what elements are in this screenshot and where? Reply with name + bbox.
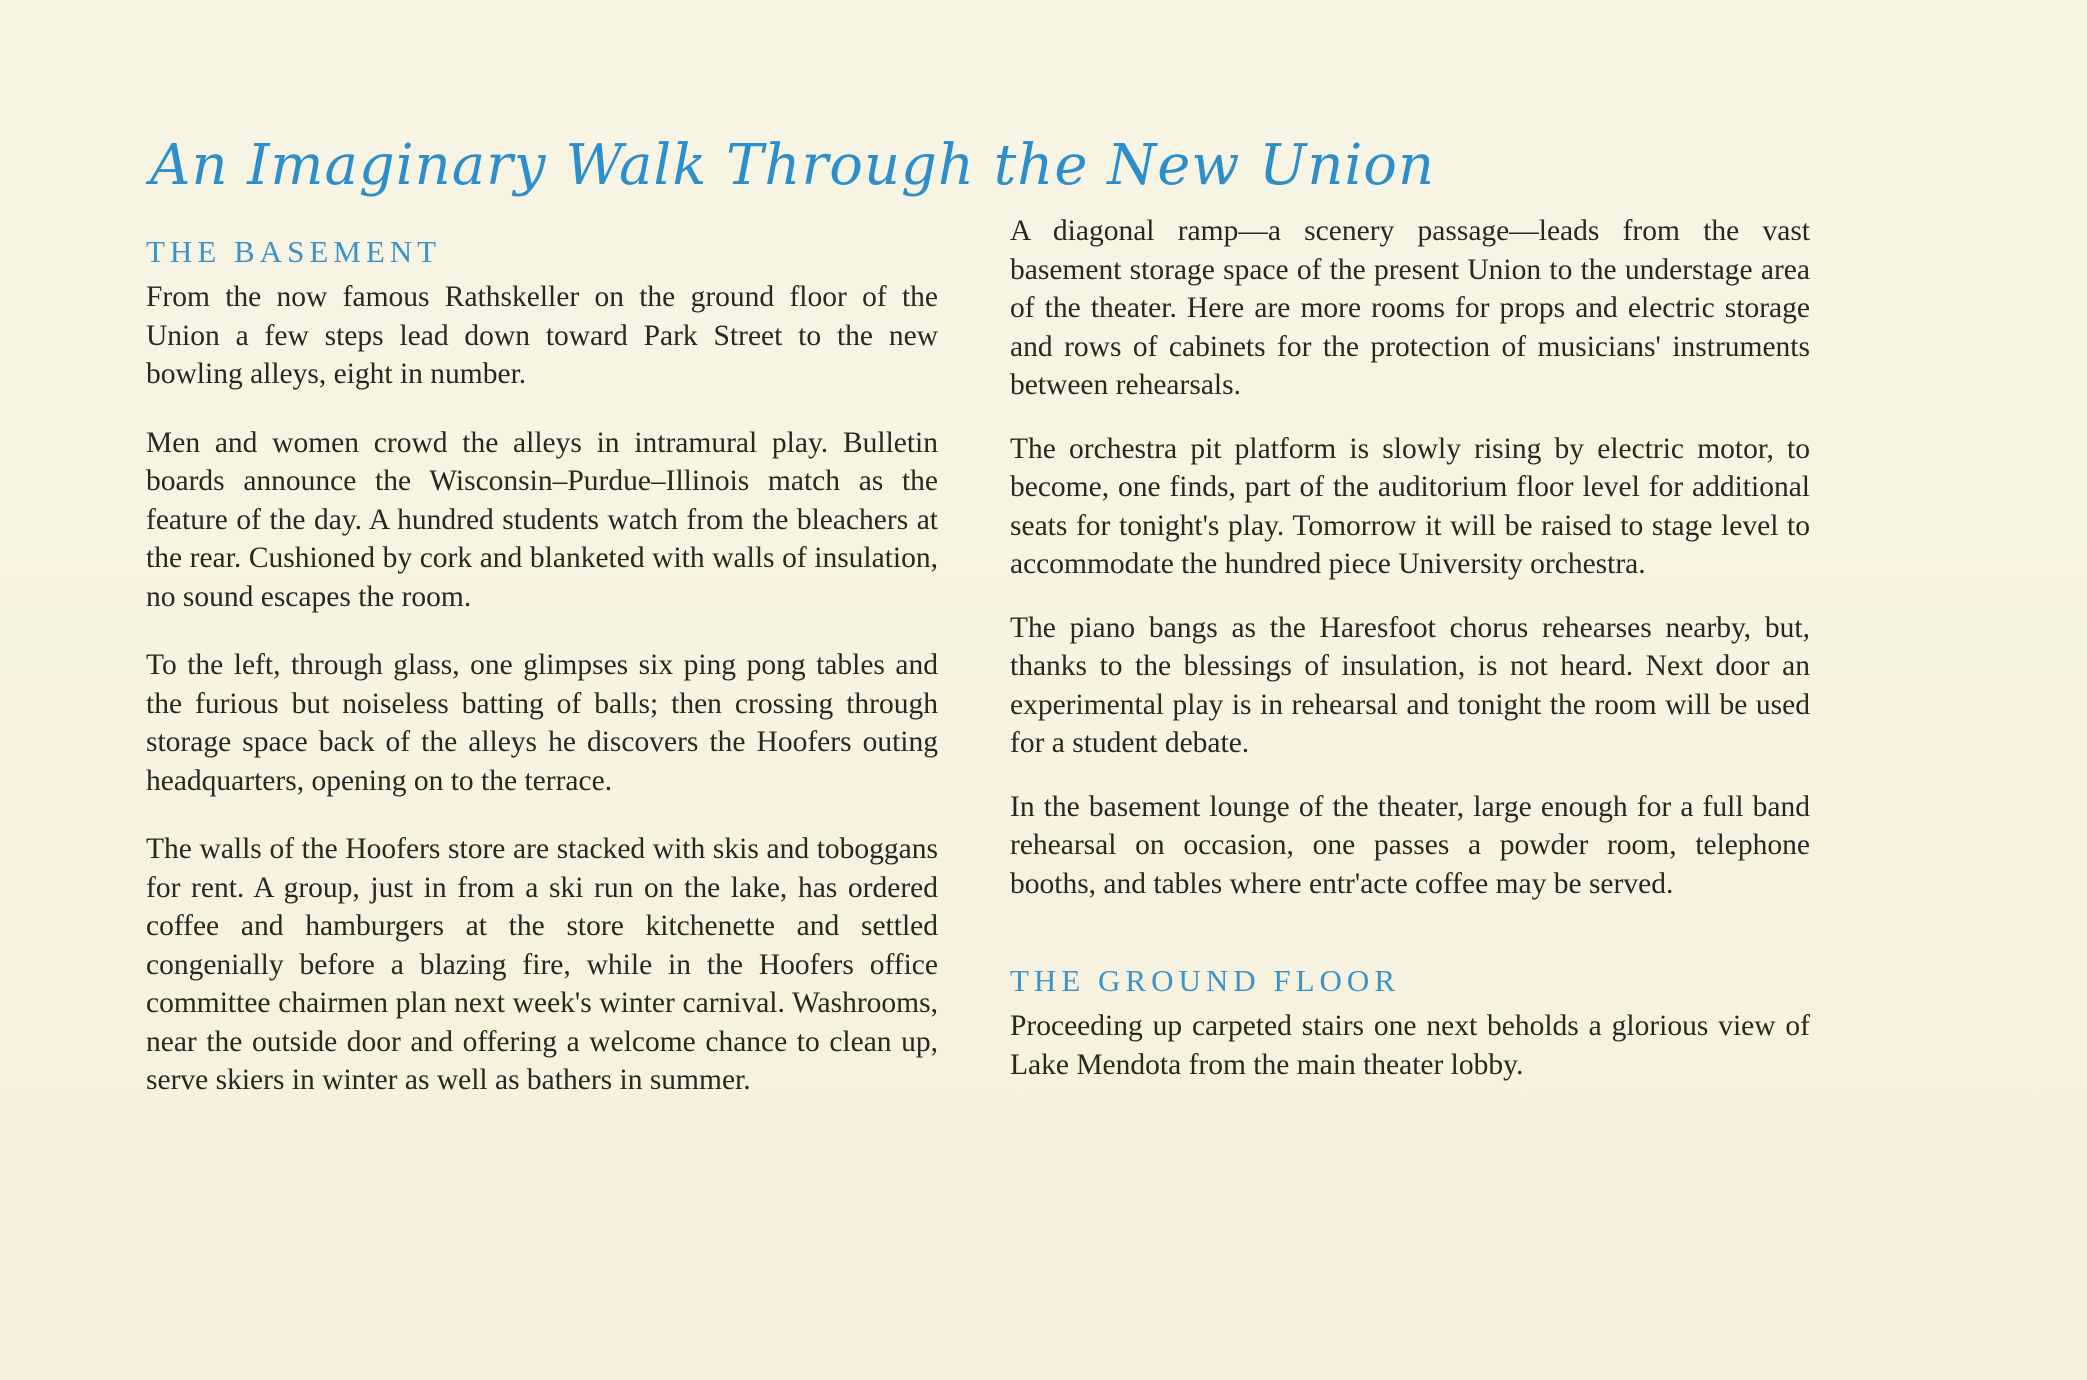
paragraph: In the basement lounge of the theater, large enough for a full band rehearsal on occasion, one passes a powder room, telephone booths, and tables where entr'acte coffee may be served. (1010, 790, 1810, 900)
paragraph: From the now famous Rathskeller on the ground floor of the Union a few steps lead down toward Park Street to the new bowling alleys, eight in number. (146, 281, 938, 390)
left-column (146, 232, 938, 1130)
section-heading-ground-floor: THE GROUND FLOOR (1010, 963, 1400, 998)
section-heading-basement: THE BASEMENT (146, 234, 442, 269)
paragraph: A diagonal ramp—a scenery passage—leads from the vast basement storage space of the present Union to the understage area of the theater. Here are more rooms for props and electric storage and rows of cabinets for the protection of musicians' instruments between rehearsals. (1010, 215, 1810, 401)
paragraph: To the left, through glass, one glimpses six ping pong tables and the furious but noiseless batting of balls; then crossing through storage space back of the alleys he discovers the Hoofers outing headquarters, opening on to the terrace. (146, 649, 938, 797)
paragraph: The walls of the Hoofers store are stacked with skis and toboggans for rent. A group, just in from a ski run on the lake, has ordered coffee and hamburgers at the store kitchenette and settled congenially before a blazing fire, while in the Hoofers office committee chairmen plan next week's winter carnival. Washrooms, near the outside door and offering a welcome chance to clean up, serve skiers in winter as well as bathers in summer. (146, 833, 938, 1096)
paragraph: The piano bangs as the Haresfoot chorus rehearses nearby, but, thanks to the blessings of insulation, is not heard. Next door an experimental play is in rehearsal and tonight the room will be used for a student debate. (1010, 611, 1810, 759)
page-title: An Imaginary Walk Through the New Union (150, 133, 1436, 198)
right-column (1010, 212, 1810, 1109)
paragraph: The orchestra pit platform is slowly rising by electric motor, to become, one finds, part of the auditorium floor level for additional seats for tonight's play. Tomorrow it will be raised to stage level to accommodate the hundred piece University orchestra. (1010, 432, 1810, 580)
paragraph: Men and women crowd the alleys in intramural play. Bulletin boards announce the Wisconsin–Purdue–Illinois match as the feature of the day. A hundred students watch from the bleachers at the rear. Cushioned by cork and blanketed with walls of insulation, no sound escapes the room. (146, 426, 938, 613)
paragraph: Proceeding up carpeted stairs one next beholds a glorious view of Lake Mendota from the main theater lobby. (1010, 1010, 1810, 1081)
